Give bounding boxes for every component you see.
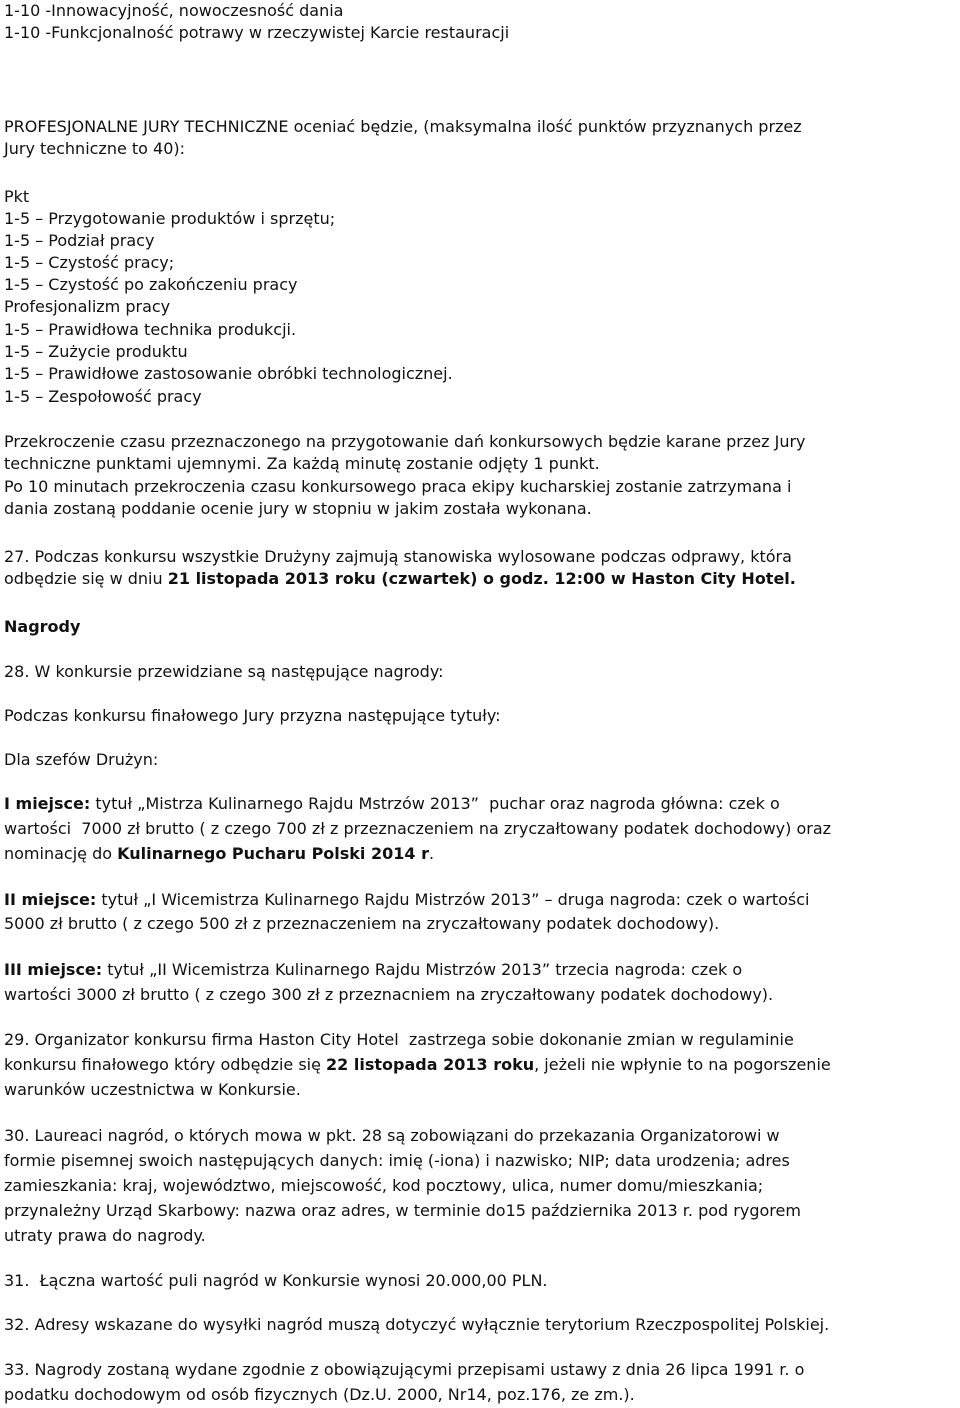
second-place-label: II miejsce: [4, 890, 97, 909]
section-27-line2: odbędzie się w dniu 21 listopada 2013 roku (czwartek) o godz. 12:00 w Haston City Hotel. [4, 569, 796, 588]
polish-cup-bold: Kulinarnego Pucharu Polski 2014 r [117, 844, 429, 863]
second-place-line1: II miejsce: tytuł „I Wicemistrza Kulinarnego Rajdu Mistrzów 2013” – druga nagroda: czek o wartości [4, 890, 810, 909]
criterion-functionality: 1-10 -Funkcjonalność potrawy w rzeczywistej Karcie restauracji [4, 23, 510, 42]
first-place-label: I miejsce: [4, 794, 91, 813]
time-penalty-line1: Przekroczenie czasu przeznaczonego na przygotowanie dań konkursowych będzie karane przez Jury [4, 432, 806, 451]
third-place-line2: wartości 3000 zł brutto ( z czego 300 zł z przeznacniem na zryczałtowany podatek dochodowy). [4, 985, 774, 1004]
prizes-heading: Nagrody [4, 617, 81, 636]
technical-jury-intro-line2: Jury techniczne to 40): [4, 139, 186, 158]
section-29-line1: 29. Organizator konkursu firma Haston City Hotel zastrzega sobie dokonanie zmian w regulaminie [4, 1030, 794, 1049]
section-31: 31. Łączna wartość puli nagród w Konkursie wynosi 20.000,00 PLN. [4, 1271, 548, 1290]
time-penalty-line4: dania zostaną poddanie ocenie jury w stopniu w jakim została wykonana. [4, 499, 592, 518]
section-32: 32. Adresy wskazane do wysyłki nagród muszą dotyczyć wyłącznie terytorium Rzeczpospolitej Polskiej. [4, 1315, 830, 1334]
criterion-item: 1-5 – Przygotowanie produktów i sprzętu; [4, 209, 336, 228]
third-place-line1: III miejsce: tytuł „II Wicemistrza Kulinarnego Rajdu Mistrzów 2013” trzecia nagroda: czek o [4, 960, 743, 979]
section-30-line1: 30. Laureaci nagród, o których mowa w pkt. 28 są zobowiązani do przekazania Organizatorowi w [4, 1126, 780, 1145]
section-30-line2: formie pisemnej swoich następujących danych: imię (-iona) i nazwisko; NIP; data urodzenia; adres [4, 1151, 790, 1170]
section-30-line5: utraty prawa do nagrody. [4, 1226, 206, 1245]
second-place-line2: 5000 zł brutto ( z czego 500 zł z przeznaczeniem na zryczałtowany podatek dochodowy). [4, 914, 720, 933]
section-33-line1: 33. Nagrody zostaną wydane zgodnie z obowiązującymi przepisami ustawy z dnia 26 lipca 1991 r. o [4, 1360, 805, 1379]
criterion-item: 1-5 – Czystość pracy; [4, 253, 175, 272]
first-place-line1: I miejsce: tytuł „Mistrza Kulinarnego Rajdu Mstrzów 2013” puchar oraz nagroda główna: czek o [4, 794, 780, 813]
criterion-item: 1-5 – Prawidłowe zastosowanie obróbki technologicznej. [4, 364, 453, 383]
section-30-line4: przynależny Urząd Skarbowy: nazwa oraz adres, w terminie do15 października 2013 r. pod rygorem [4, 1201, 801, 1220]
time-penalty-line2: techniczne punktami ujemnymi. Za każdą minutę zostanie odjęty 1 punkt. [4, 454, 600, 473]
draw-date-bold: 21 listopada 2013 roku (czwartek) o godz. 12:00 w Haston City Hotel. [167, 569, 796, 588]
points-header: Pkt [4, 187, 30, 206]
criterion-item: Profesjonalizm pracy [4, 297, 171, 316]
section-28: 28. W konkursie przewidziane są następujące nagrody: [4, 662, 444, 681]
section-30-line3: zamieszkania: kraj, województwo, miejscowość, kod pocztowy, ulica, numer domu/mieszkania; [4, 1176, 764, 1195]
criterion-item: 1-5 – Prawidłowa technika produkcji. [4, 320, 297, 339]
first-place-line3: nominację do Kulinarnego Pucharu Polski 2014 r. [4, 844, 435, 863]
time-penalty-line3: Po 10 minutach przekroczenia czasu konkursowego praca ekipy kucharskiej zostanie zatrzymana i [4, 477, 792, 496]
criterion-innovation: 1-10 -Innowacyjność, nowoczesność dania [4, 1, 344, 20]
first-place-line2: wartości 7000 zł brutto ( z czego 700 zł z przeznaczeniem na zryczałtowany podatek dochodowy) oraz [4, 819, 832, 838]
technical-jury-intro-line1: PROFESJONALNE JURY TECHNICZNE oceniać będzie, (maksymalna ilość punktów przyznanych przez [4, 117, 802, 136]
section-29-line3: warunków uczestnictwa w Konkursie. [4, 1080, 301, 1099]
titles-intro: Podczas konkursu finałowego Jury przyzna następujące tytuły: [4, 706, 501, 725]
third-place-label: III miejsce: [4, 960, 103, 979]
section-29-line2: konkursu finałowego który odbędzie się 22 listopada 2013 roku, jeżeli nie wpłynie to na pogorszenie [4, 1055, 831, 1074]
criterion-item: 1-5 – Zespołowość pracy [4, 387, 202, 406]
section-33-line2: podatku dochodowym od osób fizycznych (Dz.U. 2000, Nr14, poz.176, ze zm.). [4, 1385, 635, 1404]
section-27-line1: 27. Podczas konkursu wszystkie Drużyny zajmują stanowiska wylosowane podczas odprawy, która [4, 547, 792, 566]
criterion-item: 1-5 – Zużycie produktu [4, 342, 188, 361]
criterion-item: 1-5 – Czystość po zakończeniu pracy [4, 275, 298, 294]
team-chefs-label: Dla szefów Drużyn: [4, 750, 159, 769]
final-date-bold: 22 listopada 2013 roku [326, 1055, 535, 1074]
criterion-item: 1-5 – Podział pracy [4, 231, 155, 250]
